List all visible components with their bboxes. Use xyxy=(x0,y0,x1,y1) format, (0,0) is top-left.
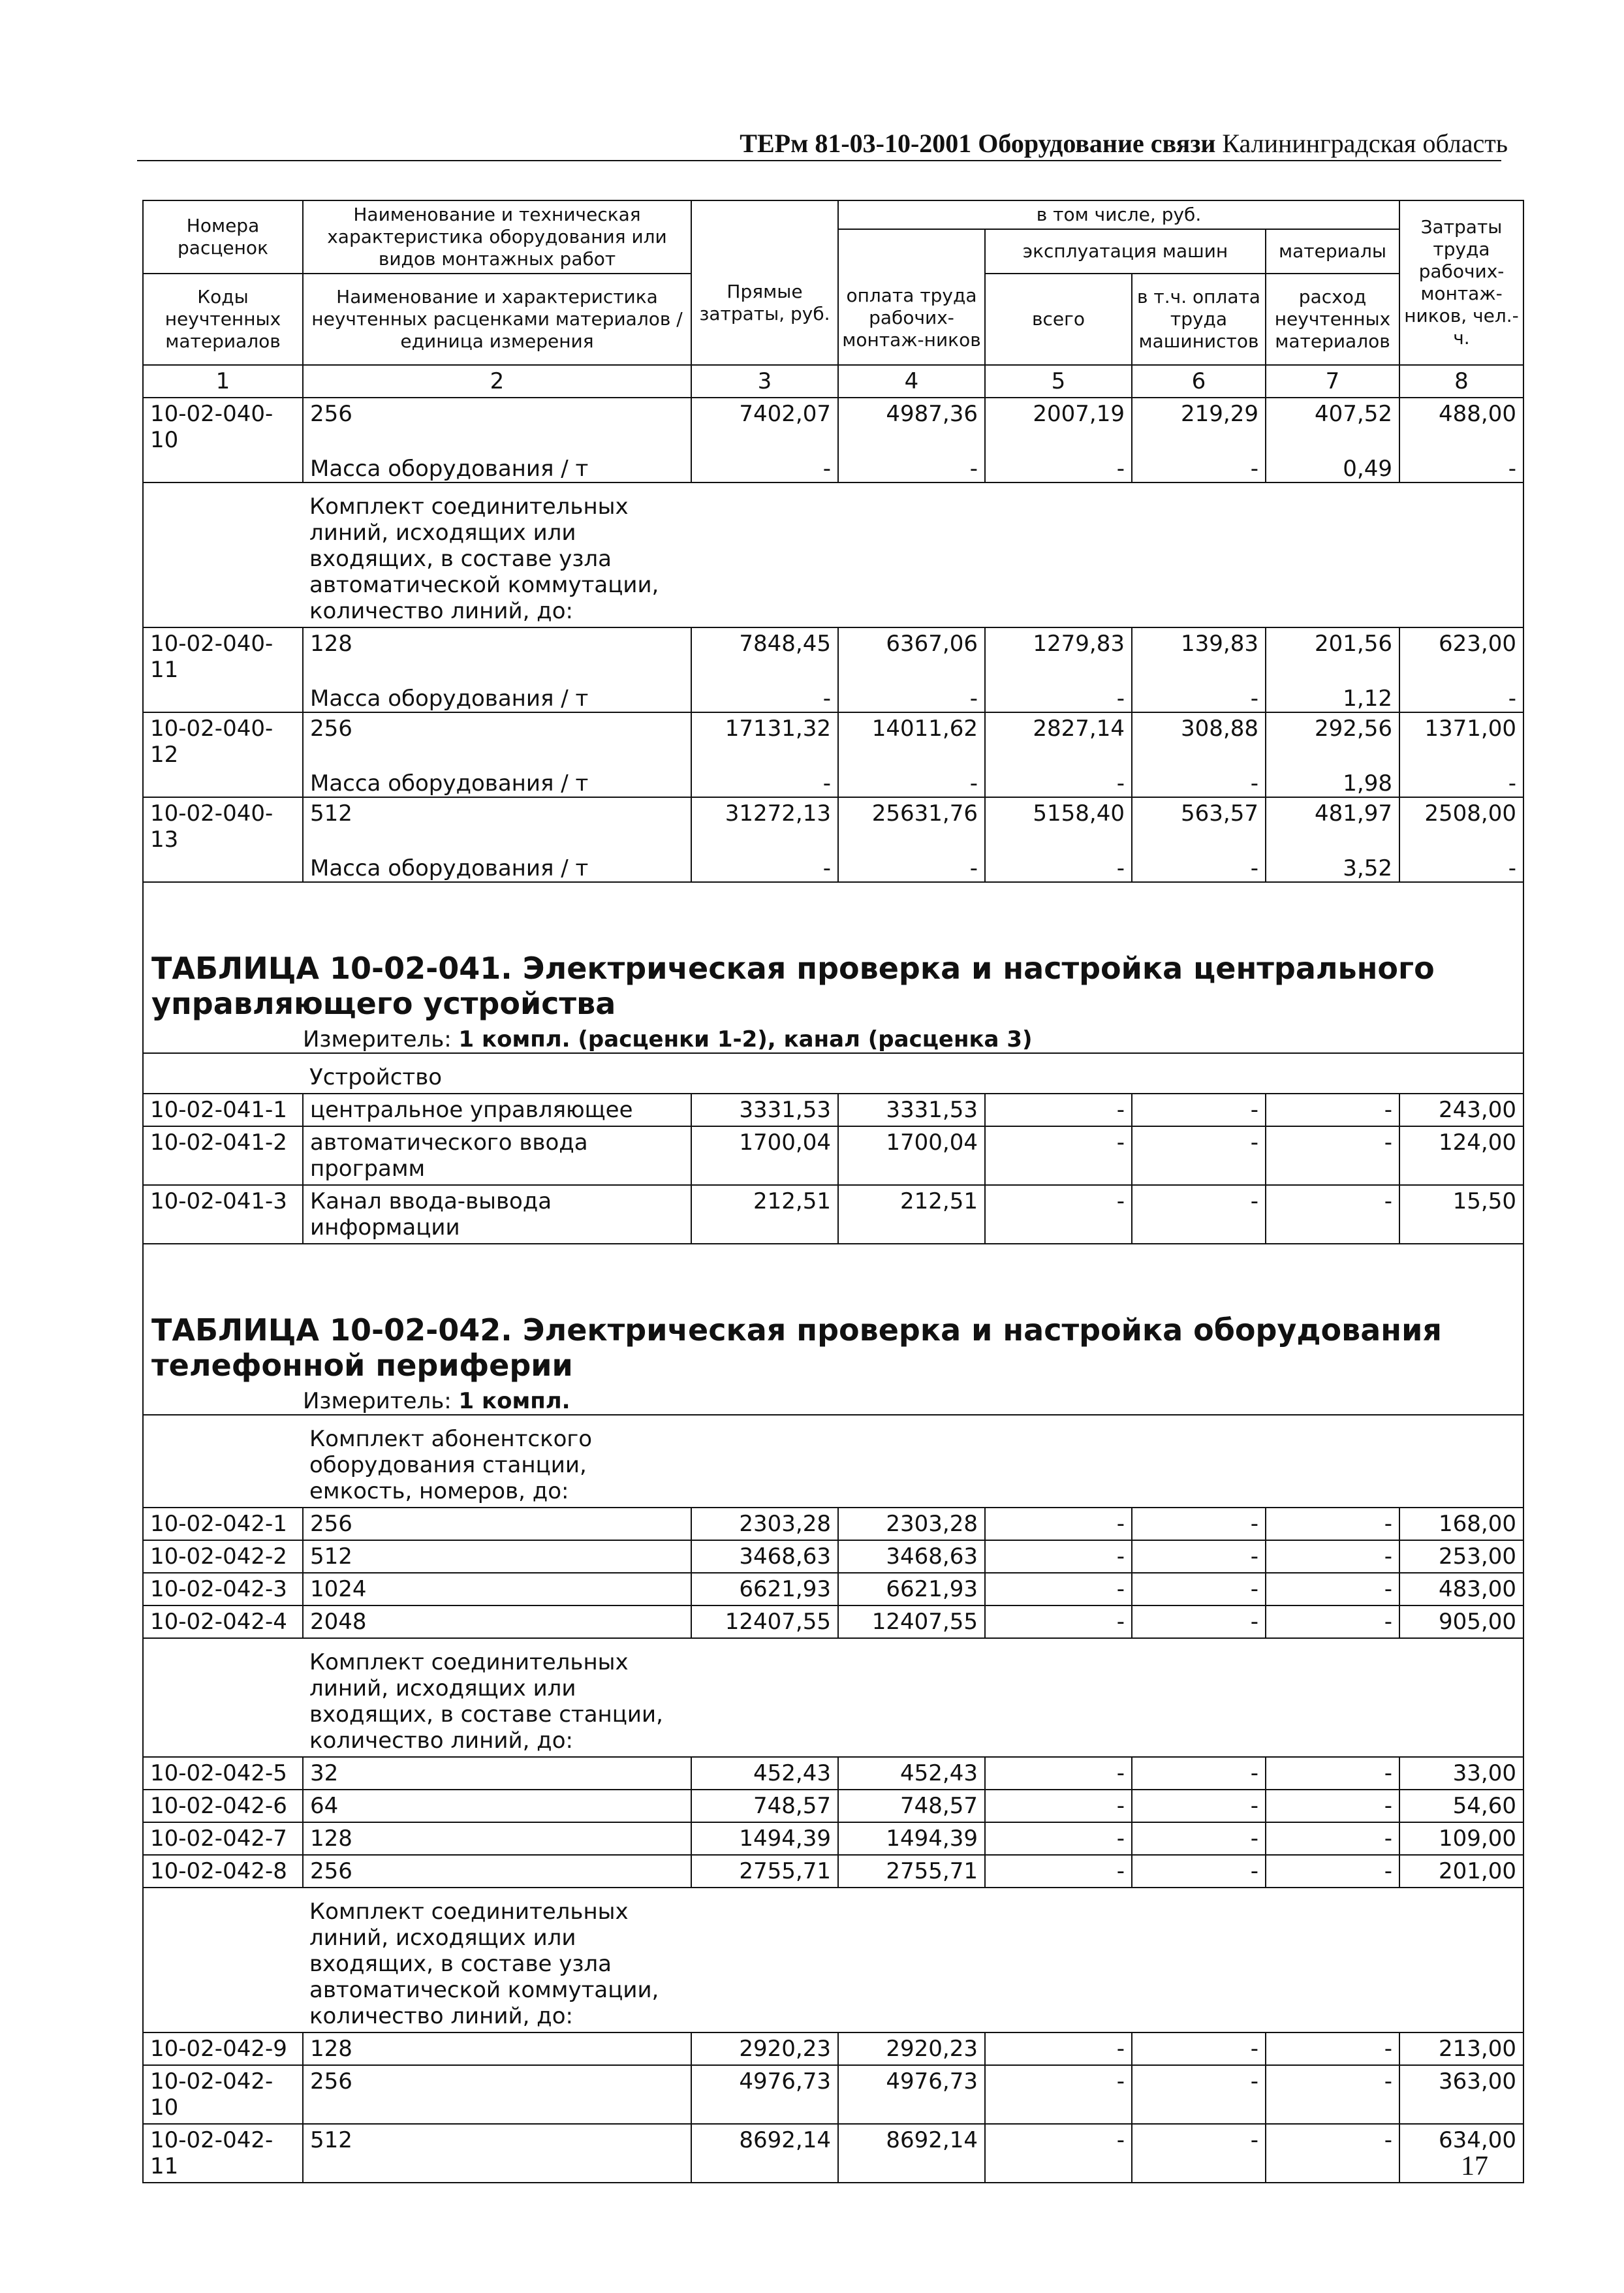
cell-name: 128 xyxy=(303,2032,691,2065)
header-rule xyxy=(137,160,1501,161)
cell-name: Масса оборудования / т xyxy=(303,770,691,797)
col-head-name: Наименование и техническая характеристика оборудования или видов монтажных работ xyxy=(303,200,691,274)
cell-labor: 54,60 xyxy=(1399,1790,1523,1822)
cell-direct: 8692,14 xyxy=(691,2124,838,2183)
cell-mach: - xyxy=(985,1126,1132,1185)
cell-mat: - xyxy=(1266,1757,1399,1790)
table-row xyxy=(143,1185,1523,1244)
cell-mach-pay: - xyxy=(1132,2032,1266,2065)
cell-name: 256 xyxy=(303,712,691,770)
cell-direct: 31272,13 xyxy=(691,797,838,855)
cell-mat: 1,98 xyxy=(1266,770,1399,797)
cell-code xyxy=(143,686,303,712)
cell-mat: 1,12 xyxy=(1266,686,1399,712)
cell-direct: 2303,28 xyxy=(691,1508,838,1540)
column-number: 8 xyxy=(1399,365,1523,398)
measure-line xyxy=(151,1388,1515,1414)
cell-code xyxy=(143,770,303,797)
cell-name: Масса оборудования / т xyxy=(303,456,691,482)
cell-mat: 201,56 xyxy=(1266,627,1399,686)
column-number: 3 xyxy=(691,365,838,398)
cell-name: 512 xyxy=(303,797,691,855)
cell-pay: 12407,55 xyxy=(838,1605,985,1638)
table-row xyxy=(143,398,1523,456)
table-row xyxy=(143,627,1523,686)
cell-mach: 2827,14 xyxy=(985,712,1132,770)
cell-labor: - xyxy=(1399,686,1523,712)
group-label: Комплект абонентского оборудования станции, емкость, номеров, до: xyxy=(303,1415,691,1508)
cell-direct: - xyxy=(691,686,838,712)
cell-direct: 2755,71 xyxy=(691,1855,838,1888)
header-region: Калининградская область xyxy=(1222,129,1508,158)
group-label: Комплект соединительных линий, исходящих или входящих, в составе станции, количество линий, до: xyxy=(303,1638,691,1757)
cell-mach-pay: - xyxy=(1132,1508,1266,1540)
cell-code: 10-02-040-13 xyxy=(143,797,303,855)
cell-mach-pay: - xyxy=(1132,1605,1266,1638)
empty-cell xyxy=(143,1638,303,1757)
cell-pay: 748,57 xyxy=(838,1790,985,1822)
cell-mach: - xyxy=(985,1855,1132,1888)
cell-name: 512 xyxy=(303,2124,691,2183)
section-title-row xyxy=(143,1244,1523,1415)
rates-table xyxy=(142,200,1524,2183)
cell-pay: 452,43 xyxy=(838,1757,985,1790)
group-label: Комплект соединительных линий, исходящих или входящих, в составе узла автоматической коммутации, количество линий, до: xyxy=(303,482,691,627)
cell-name: 256 xyxy=(303,2065,691,2124)
cell-mach: - xyxy=(985,456,1132,482)
cell-mat: - xyxy=(1266,1508,1399,1540)
group-label-row xyxy=(143,1053,1523,1094)
column-number: 7 xyxy=(1266,365,1399,398)
section-title-row xyxy=(143,882,1523,1053)
cell-direct: 1700,04 xyxy=(691,1126,838,1185)
cell-direct: 6621,93 xyxy=(691,1573,838,1605)
cell-code: 10-02-040-11 xyxy=(143,627,303,686)
cell-mach-pay: - xyxy=(1132,1757,1266,1790)
cell-mat: - xyxy=(1266,1605,1399,1638)
cell-mat: - xyxy=(1266,1822,1399,1855)
cell-labor: 488,00 xyxy=(1399,398,1523,456)
cell-code: 10-02-042-10 xyxy=(143,2065,303,2124)
empty-cell xyxy=(143,1415,303,1508)
cell-mach-pay: - xyxy=(1132,1185,1266,1244)
empty-cell xyxy=(691,1053,1523,1094)
cell-mat: - xyxy=(1266,2032,1399,2065)
header-code: ТЕРм 81-03-10-2001 Оборудование связи xyxy=(740,129,1216,158)
cell-direct: 452,43 xyxy=(691,1757,838,1790)
cell-mat: 407,52 xyxy=(1266,398,1399,456)
cell-mach: - xyxy=(985,1573,1132,1605)
cell-mach-pay: - xyxy=(1132,686,1266,712)
measure-line xyxy=(151,1026,1515,1052)
cell-pay: 4987,36 xyxy=(838,398,985,456)
cell-direct: 3331,53 xyxy=(691,1094,838,1126)
section-title: ТАБЛИЦА 10-02-042. Электрическая проверка и настройка оборудования телефонной периферии xyxy=(151,1312,1442,1383)
cell-labor: 243,00 xyxy=(1399,1094,1523,1126)
cell-code: 10-02-042-8 xyxy=(143,1855,303,1888)
cell-mat: - xyxy=(1266,1126,1399,1185)
table-subrow xyxy=(143,456,1523,482)
cell-pay: 4976,73 xyxy=(838,2065,985,2124)
cell-direct: 12407,55 xyxy=(691,1605,838,1638)
column-number: 2 xyxy=(303,365,691,398)
cell-mach-pay: 308,88 xyxy=(1132,712,1266,770)
cell-code: 10-02-040-10 xyxy=(143,398,303,456)
cell-code: 10-02-042-5 xyxy=(143,1757,303,1790)
cell-pay: 6621,93 xyxy=(838,1573,985,1605)
empty-cell xyxy=(691,1888,1523,2032)
cell-labor: 1371,00 xyxy=(1399,712,1523,770)
table-row xyxy=(143,2124,1523,2183)
cell-pay: 3468,63 xyxy=(838,1540,985,1573)
col-head-including: в том числе, руб. xyxy=(838,200,1399,229)
table-row xyxy=(143,2032,1523,2065)
cell-mat: 481,97 xyxy=(1266,797,1399,855)
cell-mach: - xyxy=(985,2032,1132,2065)
cell-direct: 1494,39 xyxy=(691,1822,838,1855)
cell-mat: - xyxy=(1266,1573,1399,1605)
cell-mach: 2007,19 xyxy=(985,398,1132,456)
table-subrow xyxy=(143,686,1523,712)
table-row xyxy=(143,1757,1523,1790)
cell-mach-pay: 219,29 xyxy=(1132,398,1266,456)
measure-value: 1 компл. (расценки 1-2), канал (расценка 3) xyxy=(458,1026,1033,1052)
col-head-machines-pay: в т.ч. оплата труда машинистов xyxy=(1132,274,1266,365)
cell-mat: - xyxy=(1266,1185,1399,1244)
cell-mach-pay: - xyxy=(1132,1573,1266,1605)
cell-code: 10-02-040-12 xyxy=(143,712,303,770)
cell-labor: 109,00 xyxy=(1399,1822,1523,1855)
cell-labor: 213,00 xyxy=(1399,2032,1523,2065)
cell-labor: 33,00 xyxy=(1399,1757,1523,1790)
cell-labor: - xyxy=(1399,855,1523,882)
cell-mach-pay: - xyxy=(1132,2124,1266,2183)
cell-name: 256 xyxy=(303,1855,691,1888)
cell-name: Канал ввода-вывода информации xyxy=(303,1185,691,1244)
cell-direct: 7848,45 xyxy=(691,627,838,686)
empty-cell xyxy=(691,1415,1523,1508)
cell-code: 10-02-042-4 xyxy=(143,1605,303,1638)
cell-code: 10-02-042-7 xyxy=(143,1822,303,1855)
cell-pay: 212,51 xyxy=(838,1185,985,1244)
cell-pay: 8692,14 xyxy=(838,2124,985,2183)
cell-mach: - xyxy=(985,2124,1132,2183)
cell-pay: 2755,71 xyxy=(838,1855,985,1888)
cell-direct: - xyxy=(691,770,838,797)
cell-name: автоматического ввода программ xyxy=(303,1126,691,1185)
cell-mach: - xyxy=(985,770,1132,797)
cell-name: Масса оборудования / т xyxy=(303,855,691,882)
group-label: Комплект соединительных линий, исходящих или входящих, в составе узла автоматической коммутации, количество линий, до: xyxy=(303,1888,691,2032)
empty-cell xyxy=(691,1638,1523,1757)
col-head-labor-pay: оплата труда рабочих-монтаж-ников xyxy=(838,229,985,365)
cell-labor: - xyxy=(1399,456,1523,482)
cell-mach-pay: - xyxy=(1132,855,1266,882)
column-number: 4 xyxy=(838,365,985,398)
cell-code: 10-02-042-3 xyxy=(143,1573,303,1605)
cell-direct: - xyxy=(691,855,838,882)
cell-mach-pay: - xyxy=(1132,1540,1266,1573)
cell-labor: 634,00 xyxy=(1399,2124,1523,2183)
cell-mach-pay: 563,57 xyxy=(1132,797,1266,855)
cell-code: 10-02-042-2 xyxy=(143,1540,303,1573)
cell-name: 128 xyxy=(303,627,691,686)
cell-pay: - xyxy=(838,686,985,712)
table-row xyxy=(143,1605,1523,1638)
cell-pay: 2303,28 xyxy=(838,1508,985,1540)
group-label: Устройство xyxy=(303,1053,691,1094)
cell-mach-pay: - xyxy=(1132,1126,1266,1185)
cell-mach: - xyxy=(985,855,1132,882)
table-row xyxy=(143,1126,1523,1185)
cell-code: 10-02-042-6 xyxy=(143,1790,303,1822)
empty-cell xyxy=(691,482,1523,627)
table-row xyxy=(143,712,1523,770)
cell-direct: 3468,63 xyxy=(691,1540,838,1573)
group-label-row xyxy=(143,482,1523,627)
cell-name: 256 xyxy=(303,1508,691,1540)
cell-pay: 25631,76 xyxy=(838,797,985,855)
cell-pay: - xyxy=(838,855,985,882)
col-head-materials: материалы xyxy=(1266,229,1399,274)
cell-code: 10-02-042-11 xyxy=(143,2124,303,2183)
running-header xyxy=(692,128,1508,159)
column-number: 5 xyxy=(985,365,1132,398)
table-row xyxy=(143,1094,1523,1126)
cell-mat: - xyxy=(1266,1094,1399,1126)
table-row xyxy=(143,1790,1523,1822)
table-row xyxy=(143,1540,1523,1573)
cell-mach: 1279,83 xyxy=(985,627,1132,686)
cell-mat: - xyxy=(1266,1790,1399,1822)
cell-name: 32 xyxy=(303,1757,691,1790)
cell-mach-pay: - xyxy=(1132,2065,1266,2124)
cell-mach: - xyxy=(985,1790,1132,1822)
group-label-row xyxy=(143,1638,1523,1757)
cell-mach: - xyxy=(985,686,1132,712)
cell-pay: - xyxy=(838,770,985,797)
cell-labor: 483,00 xyxy=(1399,1573,1523,1605)
cell-labor: - xyxy=(1399,770,1523,797)
col-head-direct: Прямые затраты, руб. xyxy=(691,200,838,365)
cell-labor: 905,00 xyxy=(1399,1605,1523,1638)
cell-code: 10-02-041-1 xyxy=(143,1094,303,1126)
cell-mach: - xyxy=(985,1185,1132,1244)
cell-code: 10-02-042-9 xyxy=(143,2032,303,2065)
cell-name: Масса оборудования / т xyxy=(303,686,691,712)
cell-pay: 6367,06 xyxy=(838,627,985,686)
cell-direct: 17131,32 xyxy=(691,712,838,770)
cell-mach: - xyxy=(985,1540,1132,1573)
cell-name: 64 xyxy=(303,1790,691,1822)
cell-mach-pay: - xyxy=(1132,1855,1266,1888)
cell-mat: - xyxy=(1266,1855,1399,1888)
measure-label: Измеритель: xyxy=(303,1388,459,1414)
cell-direct: 212,51 xyxy=(691,1185,838,1244)
col-head-materials-use: расход неучтенных материалов xyxy=(1266,274,1399,365)
cell-name: 128 xyxy=(303,1822,691,1855)
cell-mach: 5158,40 xyxy=(985,797,1132,855)
cell-pay: 1494,39 xyxy=(838,1822,985,1855)
cell-name: центральное управляющее xyxy=(303,1094,691,1126)
cell-labor: 124,00 xyxy=(1399,1126,1523,1185)
cell-pay: 3331,53 xyxy=(838,1094,985,1126)
empty-cell xyxy=(143,1053,303,1094)
cell-direct: - xyxy=(691,456,838,482)
cell-mat: 292,56 xyxy=(1266,712,1399,770)
cell-mach: - xyxy=(985,1508,1132,1540)
cell-code: 10-02-041-2 xyxy=(143,1126,303,1185)
group-label-row xyxy=(143,1888,1523,2032)
cell-pay: - xyxy=(838,456,985,482)
cell-mat: - xyxy=(1266,2065,1399,2124)
cell-direct: 748,57 xyxy=(691,1790,838,1822)
cell-mach-pay: 139,83 xyxy=(1132,627,1266,686)
measure-value: 1 компл. xyxy=(458,1388,570,1414)
table-row xyxy=(143,2065,1523,2124)
empty-cell xyxy=(143,1888,303,2032)
cell-mach-pay: - xyxy=(1132,1790,1266,1822)
cell-code xyxy=(143,456,303,482)
table-subrow xyxy=(143,770,1523,797)
column-number: 6 xyxy=(1132,365,1266,398)
cell-pay: 1700,04 xyxy=(838,1126,985,1185)
cell-code xyxy=(143,855,303,882)
table-row xyxy=(143,1573,1523,1605)
cell-code: 10-02-041-3 xyxy=(143,1185,303,1244)
table-row xyxy=(143,1508,1523,1540)
cell-mach: - xyxy=(985,1757,1132,1790)
col-head-codes: Номера расценок xyxy=(143,200,303,274)
col-head-materials-name: Наименование и характеристика неучтенных расценками материалов / единица измерения xyxy=(303,274,691,365)
cell-mat: 0,49 xyxy=(1266,456,1399,482)
cell-code: 10-02-042-1 xyxy=(143,1508,303,1540)
column-number: 1 xyxy=(143,365,303,398)
cell-name: 1024 xyxy=(303,1573,691,1605)
table-subrow xyxy=(143,855,1523,882)
cell-name: 256 xyxy=(303,398,691,456)
cell-labor: 623,00 xyxy=(1399,627,1523,686)
cell-labor: 253,00 xyxy=(1399,1540,1523,1573)
cell-name: 2048 xyxy=(303,1605,691,1638)
group-label-row xyxy=(143,1415,1523,1508)
cell-mat: - xyxy=(1266,2124,1399,2183)
cell-direct: 7402,07 xyxy=(691,398,838,456)
cell-mach: - xyxy=(985,1605,1132,1638)
cell-mach: - xyxy=(985,1094,1132,1126)
cell-mach-pay: - xyxy=(1132,456,1266,482)
cell-pay: 2920,23 xyxy=(838,2032,985,2065)
cell-mach-pay: - xyxy=(1132,1822,1266,1855)
cell-mach-pay: - xyxy=(1132,1094,1266,1126)
cell-mat: 3,52 xyxy=(1266,855,1399,882)
cell-pay: 14011,62 xyxy=(838,712,985,770)
cell-mat: - xyxy=(1266,1540,1399,1573)
col-head-machines: эксплуатация машин xyxy=(985,229,1266,274)
measure-label: Измеритель: xyxy=(303,1026,459,1052)
cell-mach: - xyxy=(985,1822,1132,1855)
cell-direct: 4976,73 xyxy=(691,2065,838,2124)
col-head-labor: Затраты труда рабочих-монтаж-ников, чел.-ч. xyxy=(1399,200,1523,365)
table-row xyxy=(143,1822,1523,1855)
page-number: 17 xyxy=(1461,2151,1488,2181)
cell-mach: - xyxy=(985,2065,1132,2124)
cell-direct: 2920,23 xyxy=(691,2032,838,2065)
cell-labor: 2508,00 xyxy=(1399,797,1523,855)
table-row xyxy=(143,1855,1523,1888)
cell-name: 512 xyxy=(303,1540,691,1573)
empty-cell xyxy=(143,482,303,627)
cell-labor: 15,50 xyxy=(1399,1185,1523,1244)
section-title: ТАБЛИЦА 10-02-041. Электрическая проверка и настройка центрального управляющего устройства xyxy=(151,951,1435,1021)
col-head-machines-total: всего xyxy=(985,274,1132,365)
col-head-codes-unaccounted: Коды неучтенных материалов xyxy=(143,274,303,365)
cell-labor: 363,00 xyxy=(1399,2065,1523,2124)
cell-labor: 201,00 xyxy=(1399,1855,1523,1888)
table-row xyxy=(143,797,1523,855)
cell-labor: 168,00 xyxy=(1399,1508,1523,1540)
cell-mach-pay: - xyxy=(1132,770,1266,797)
